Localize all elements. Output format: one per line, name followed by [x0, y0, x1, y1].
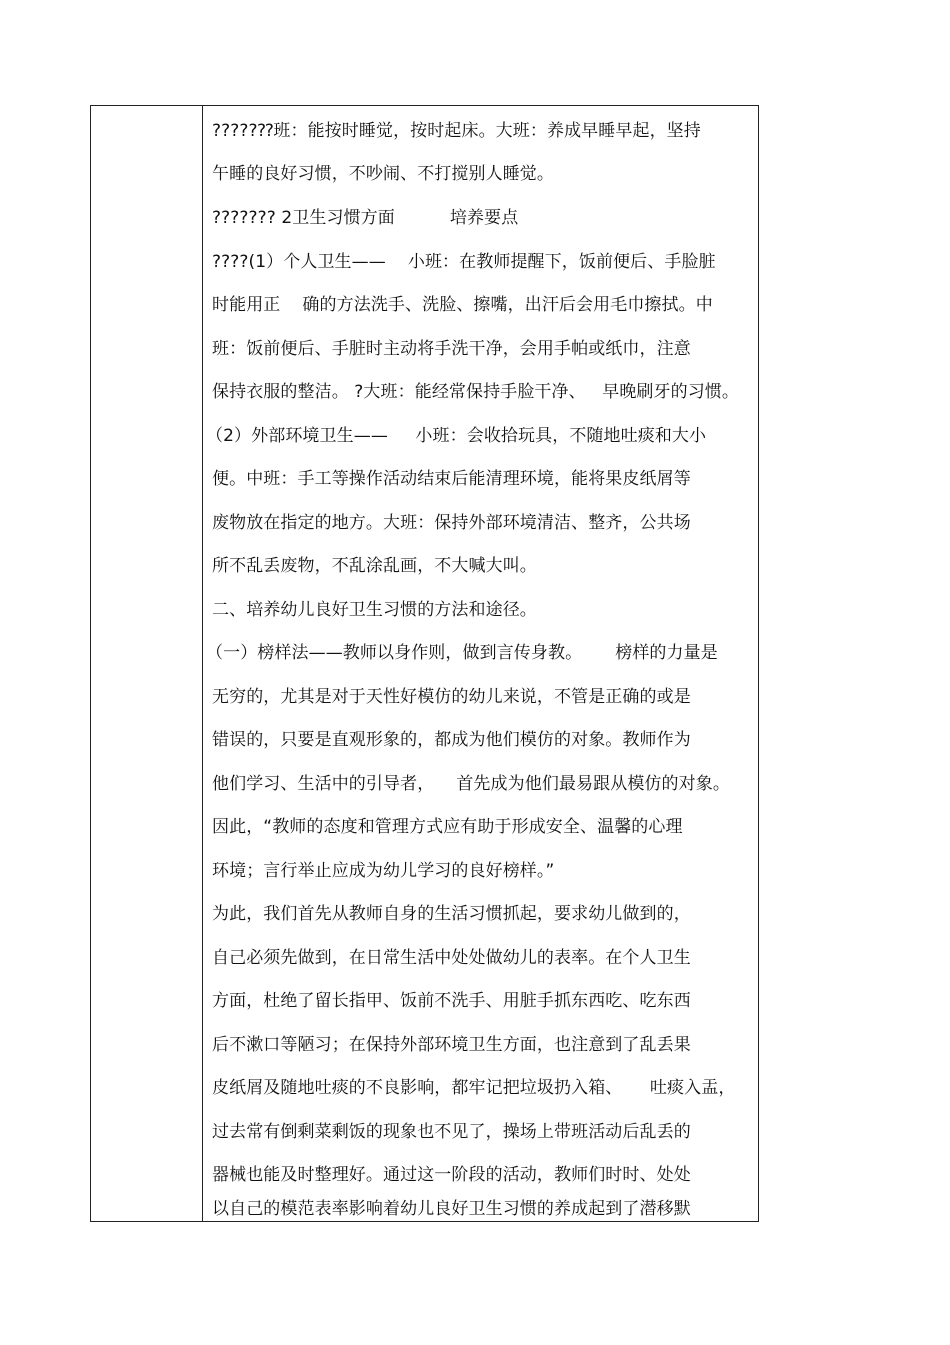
text-line: 为此，我们首先从教师自身的生活习惯抓起，要求幼儿做到的，: [212, 904, 691, 924]
text-line: （一）榜样法——教师以身作则，做到言传身教。 榜样的力量是: [206, 643, 718, 663]
text-line: 后不漱口等陋习；在保持外部环境卫生方面，也注意到了乱丢果: [212, 1035, 691, 1055]
text-line: 器械也能及时整理好。通过这一阶段的活动，教师们时时、处处: [212, 1165, 691, 1185]
text-line: ?????⁇班：能按时睡觉，按时起床。大班：养成早睡早起，坚持: [212, 121, 701, 141]
text-line: ??????? 2卫生习惯方面 培养要点: [212, 208, 519, 228]
table-content-cell: [203, 106, 758, 1221]
text-line: 无穷的，尤其是对于天性好模仿的幼儿来说，不管是正确的或是: [212, 687, 691, 707]
table-left-cell: [91, 106, 203, 1221]
text-line: ????(1）个人卫生—— 小班：在教师提醒下，饭前便后、手脸脏: [212, 252, 716, 272]
text-line: 自己必须先做到，在日常生活中处处做幼儿的表率。在个人卫生: [212, 948, 691, 968]
document-table: [90, 105, 759, 1222]
section-heading: 二、培养幼儿良好卫生习惯的方法和途径。: [212, 600, 537, 620]
text-line: 便。中班：手工等操作活动结束后能清理环境，能将果皮纸屑等: [212, 469, 691, 489]
text-line: 环境；言行举止应成为幼儿学习的良好榜样。”: [212, 861, 555, 881]
text-line: 所不乱丢废物，不乱涂乱画，不大喊大叫。: [212, 556, 537, 576]
text-line: 班：饭前便后、手脏时主动将手洗干净，会用手帕或纸巾，注意: [212, 339, 691, 359]
text-line: 因此，“教师的态度和管理方式应有助于形成安全、温馨的心理: [212, 817, 683, 837]
text-line: 皮纸屑及随地吐痰的不良影响，都牢记把垃圾扔入箱、 吐痰入盂，: [212, 1078, 736, 1098]
text-line: 过去常有倒剩菜剩饭的现象也不见了，操场上带班活动后乱丢的: [212, 1122, 691, 1142]
text-line: 午睡的良好习惯，不吵闹、不打搅别人睡觉。: [212, 164, 554, 184]
text-line: 时能用正 确的方法洗手、洗脸、擦嘴，出汗后会用毛巾擦拭。中: [212, 295, 713, 315]
text-line: 废物放在指定的地方。大班：保持外部环境清洁、整齐，公共场: [212, 513, 691, 533]
text-line: 以自己的模范表率影响着幼儿良好卫生习惯的养成起到了潜移默: [212, 1199, 691, 1219]
text-line: （2）外部环境卫生—— 小班：会收拾玩具，不随地吐痰和大小: [206, 426, 707, 446]
text-line: 错误的，只要是直观形象的，都成为他们模仿的对象。教师作为: [212, 730, 691, 750]
text-line: 他们学习、生活中的引导者， 首先成为他们最易跟从模仿的对象。: [212, 774, 730, 794]
text-line: 保持衣服的整洁。 ?大班：能经常保持手脸干净、 早晚刷牙的习惯。: [212, 382, 740, 402]
text-line: 方面，杜绝了留长指甲、饭前不洗手、用脏手抓东西吃、吃东西: [212, 991, 691, 1011]
